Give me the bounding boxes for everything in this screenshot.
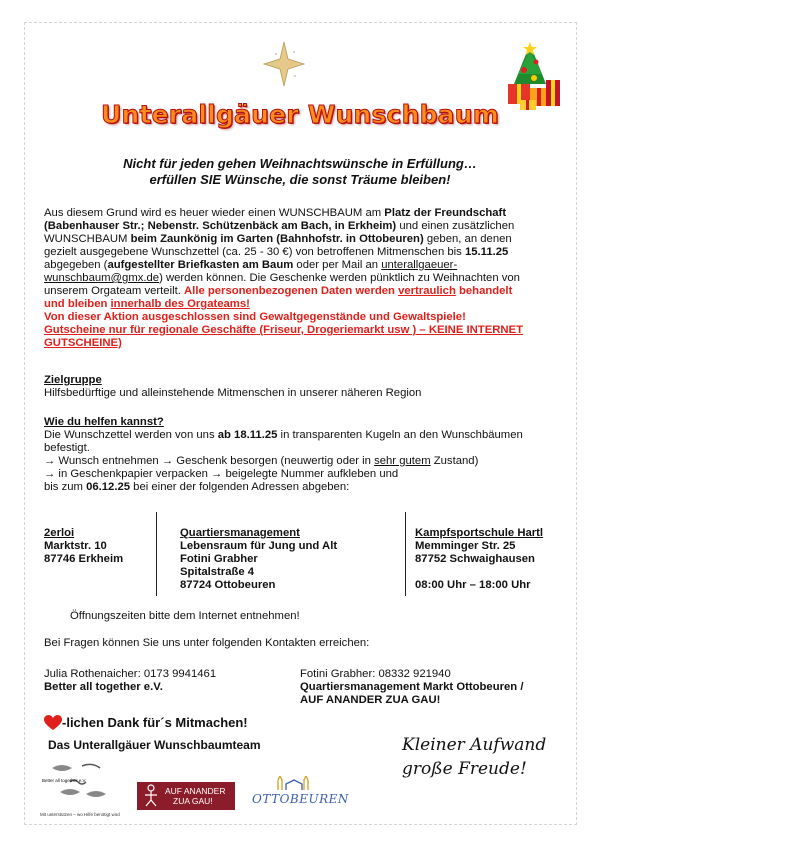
text-fragment: 06.12.25 <box>86 481 131 493</box>
text-fragment: behandelt <box>455 285 513 297</box>
address-divider-1 <box>156 512 157 596</box>
text-fragment: abgegeben ( <box>44 259 108 271</box>
text-fragment: Zustand) <box>430 455 479 467</box>
christmas-tree-gifts-icon <box>506 40 562 112</box>
body-paragraph <box>44 207 564 350</box>
text-fragment: oder per Mail an <box>293 259 382 271</box>
address-2erloi <box>44 527 154 566</box>
text-fragment: gezielt ausgegebene Wunschzettel (ca. 25 - 30 €) von betroffenen Mitmenschen bis <box>44 246 465 258</box>
text-line <box>44 246 564 259</box>
text-line <box>44 259 564 272</box>
text-fragment: ab 18.11.25 <box>217 429 278 441</box>
intro-line-1: Nicht für jeden gehen Weihnachtswünsche in Erfüllung… <box>123 156 477 171</box>
intro-text <box>60 156 540 188</box>
text-fragment: (Babenhauser Str.; Nebenstr. Schützenbäck am Bach, in Erkheim) <box>44 220 397 232</box>
text-fragment: Aus diesem Grund wird es heuer wieder einen WUNSCHBAUM am <box>44 207 385 219</box>
target-group-heading: Zielgruppe <box>44 374 102 386</box>
address-quartiersmanagement <box>180 527 400 592</box>
text-line: Julia Rothenaicher: 0173 9941461 <box>44 668 217 680</box>
text-line <box>44 272 564 285</box>
text-fragment: unserem Orgateam verteilt. <box>44 285 185 297</box>
text-line <box>44 455 564 468</box>
text-line <box>415 566 575 579</box>
target-group-section <box>44 374 544 400</box>
text-line: AUF ANANDER ZUA GAU! <box>300 694 441 706</box>
text-fragment: beim Zaunkönig im Garten (Bahnhofstr. in Ottobeuren) <box>130 233 424 245</box>
text-line <box>44 233 564 246</box>
text-line: 87752 Schwaighausen <box>415 553 535 565</box>
text-line: Marktstr. 10 <box>44 540 107 552</box>
voucher-note: Gutscheine nur für regionale Geschäfte (Friseur, Drogeriemarkt usw ) – KEINE INTERNET <box>44 324 523 336</box>
text-line: 2erloi <box>44 527 75 539</box>
text-fragment: WUNSCHBAUM <box>44 233 131 245</box>
heart-icon <box>44 715 62 731</box>
how-to-help-heading: Wie du helfen kannst? <box>44 416 164 428</box>
text-line: Lebensraum für Jung und Alt <box>180 540 338 552</box>
logo-better-all-together: Better all together e.V. <box>42 760 124 804</box>
text-fragment: und einen zusätzlichen <box>396 220 515 232</box>
text-line: Spitalstraße 4 <box>180 566 255 578</box>
opening-note: Öffnungszeiten bitte dem Internet entnehmen! <box>70 610 300 622</box>
contact-intro: Bei Fragen können Sie uns unter folgenden Kontakten erreichen: <box>44 637 370 649</box>
logo-auf-anander: AUF ANANDER ZUA GAU! <box>137 782 235 810</box>
text-fragment: in transparenten Kugeln an den Wunschbäumen <box>277 429 523 441</box>
contact-left <box>44 668 284 694</box>
text-line: befestigt. <box>44 442 90 454</box>
text-line <box>44 481 564 494</box>
text-fragment: sehr gutem <box>374 455 431 467</box>
text-line: 87724 Ottobeuren <box>180 579 276 591</box>
text-line <box>44 285 564 298</box>
text-fragment: bis zum <box>44 481 87 493</box>
text-line <box>44 298 564 311</box>
logo-ottobeuren: OTTOBEUREN <box>252 776 336 812</box>
text-line: Memminger Str. 25 <box>415 540 516 552</box>
text-line: Kampfsportschule Hartl <box>415 527 544 539</box>
intro-line-2: erfüllen SIE Wünsche, die sonst Träume bleiben! <box>149 172 451 187</box>
address-divider-2 <box>405 512 406 596</box>
text-line <box>44 220 564 233</box>
contact-right <box>300 668 570 707</box>
text-line: Quartiersmanagement Markt Ottobeuren / <box>300 681 524 693</box>
text-line: Better all together e.V. <box>44 681 163 693</box>
text-fragment: geben, an denen <box>423 233 512 245</box>
slogan: Kleiner Aufwand große Freude! <box>402 735 547 779</box>
text-fragment: und bleiben <box>44 298 111 310</box>
thanks-text: -lichen Dank für´s Mitmachen! <box>62 715 248 730</box>
text-fragment: aufgestellter Briefkasten am Baum <box>107 259 294 271</box>
text-line: Quartiersmanagement <box>180 527 300 539</box>
text-fragment: vertraulich <box>398 285 456 297</box>
text-line <box>44 207 564 220</box>
text-fragment: 15.11.25 <box>464 246 509 258</box>
footer-tiny-text: Mit unterstützen – wo Hilfe benötigt wird <box>40 812 120 817</box>
opening-hours: 08:00 Uhr – 18:00 Uhr <box>415 579 531 591</box>
email-link-continued[interactable]: wunschbaum@gmx.de <box>44 272 160 284</box>
text-fragment: → Wunsch entnehmen → Geschenk besorgen (neuwertig oder in <box>44 455 375 467</box>
text-fragment: Die Wunschzettel werden von uns <box>44 429 218 441</box>
target-group-text: Hilfsbedürftige und alleinstehende Mitmenschen in unserer näheren Region <box>44 387 422 399</box>
team-name: Das Unterallgäuer Wunschbaumteam <box>48 738 261 752</box>
address-kampfsportschule <box>415 527 575 592</box>
text-fragment: Platz der Freundschaft <box>384 207 507 219</box>
how-to-help-section <box>44 416 564 494</box>
text-line: Fotini Grabher <box>180 553 258 565</box>
text-line <box>44 429 564 442</box>
text-fragment: ) werden können. Die Geschenke werden pünktlich zu Weihnachten von <box>159 272 520 284</box>
text-fragment: innerhalb des Orgateams! <box>110 298 250 310</box>
text-line: GUTSCHEINE) <box>44 337 122 349</box>
text-line: Fotini Grabher: 08332 921940 <box>300 668 451 680</box>
email-link[interactable]: unterallgaeuer- <box>381 259 458 271</box>
star-icon <box>262 40 306 88</box>
text-line: → in Geschenkpapier verpacken → beigelegte Nummer aufkleben und <box>44 468 399 480</box>
text-line: 87746 Erkheim <box>44 553 124 565</box>
flyer-title: Unterallgäuer Wunschbaum <box>101 100 499 129</box>
text-fragment: bei einer der folgenden Adressen abgeben: <box>130 481 350 493</box>
text-fragment: Alle personenbezogenen Daten werden <box>184 285 399 297</box>
exclusion-note: Von dieser Aktion ausgeschlossen sind Gewaltgegenstände und Gewaltspiele! <box>44 311 466 323</box>
